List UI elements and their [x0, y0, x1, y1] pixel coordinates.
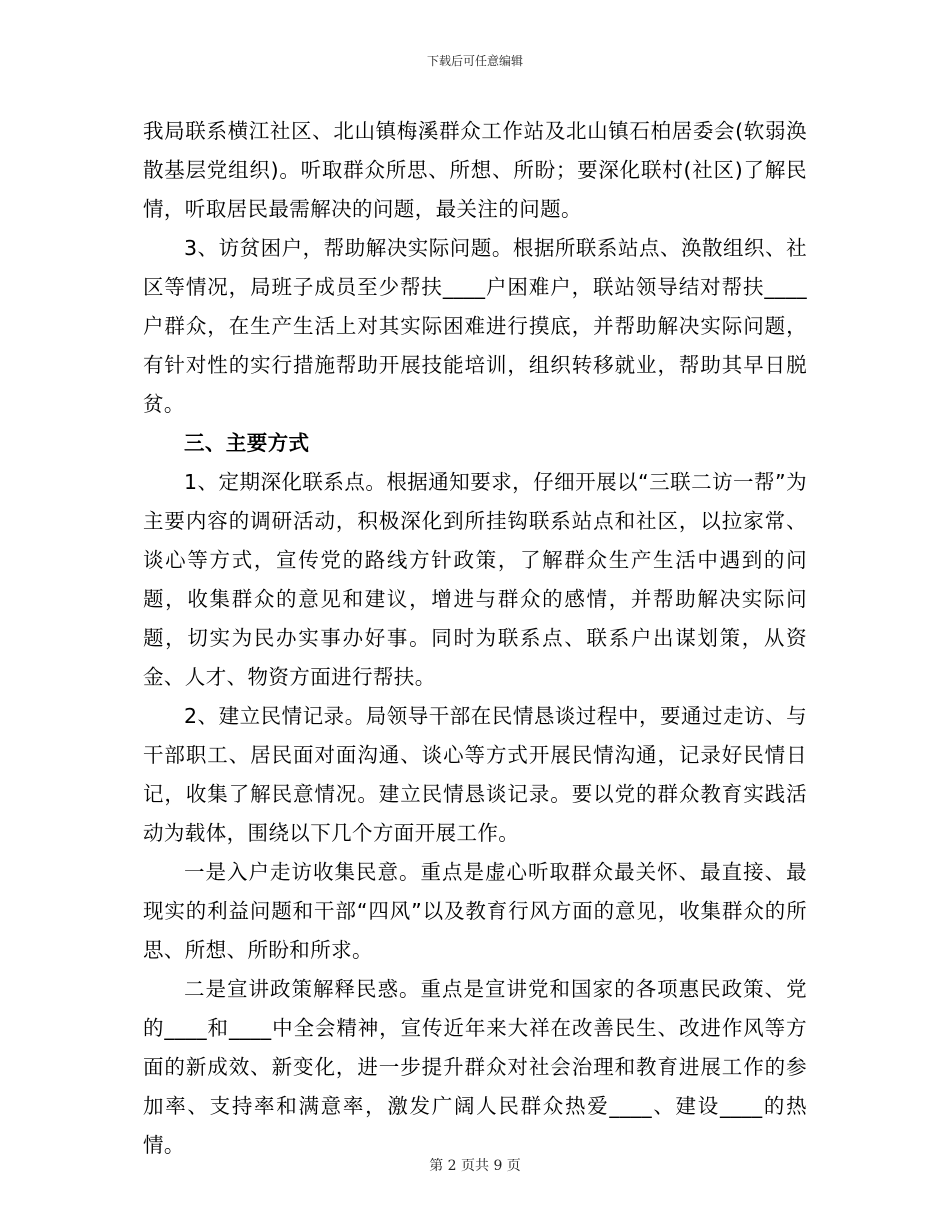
paragraph-contact-points: 我局联系横江社区、北山镇梅溪群众工作站及北山镇石柏居委会(软弱涣散基层党组织)。听取群众所思、所想、所盼；要深化联村(社区)了解民情，听取居民最需解决的问题，最关注的问题。: [143, 119, 807, 221]
paragraph-policy-explanation: 二是宣讲政策解释民惑。重点是宣讲党和国家的各项惠民政策、党的____和____中全会精神，宣传近年来大祥在改善民生、改进作风等方面的新成效、新变化，进一步提升群众对社会治理和教育进展工作的参加率、支持率和满意率，激发广阔人民群众热爱____、建设____的热情。: [143, 977, 807, 1157]
section-heading-main-methods: 三、主要方式: [184, 431, 310, 455]
document-body: [143, 112, 807, 1165]
paragraph-regular-contact: 1、定期深化联系点。根据通知要求，仔细开展以“三联二访一帮”为主要内容的调研活动，积极深化到所挂钩联系站点和社区，以拉家常、谈心等方式，宣传党的路线方针政策，了解群众生产生活中遇到的问题，收集群众的意见和建议，增进与群众的感情，并帮助解决实际问题，切实为民办实事办好事。同时为联系点、联系户出谋划策，从资金、人才、物资方面进行帮扶。: [143, 470, 807, 689]
paragraph-visit-poor-households: 3、访贫困户，帮助解决实际问题。根据所联系站点、涣散组织、社区等情况，局班子成员至少帮扶____户困难户，联站领导结对帮扶____户群众，在生产生活上对其实际困难进行摸底，并帮助解决实际问题，有针对性的实行措施帮助开展技能培训，组织转移就业，帮助其早日脱贫。: [143, 236, 807, 416]
paragraph-household-visits: 一是入户走访收集民意。重点是虚心听取群众最关怀、最直接、最现实的利益问题和干部“四风”以及教育行风方面的意见，收集群众的所思、所想、所盼和所求。: [143, 860, 807, 962]
page-header: 下载后可任意编辑: [426, 54, 523, 68]
page-footer: 第 2 页共 9 页: [429, 1158, 521, 1174]
paragraph-public-opinion-records: 2、建立民情记录。局领导干部在民情恳谈过程中，要通过走访、与干部职工、居民面对面沟通、谈心等方式开展民情沟通，记录好民情日记，收集了解民意情况。建立民情恳谈记录。要以党的群众教育实践活动为载体，围绕以下几个方面开展工作。: [143, 704, 807, 845]
